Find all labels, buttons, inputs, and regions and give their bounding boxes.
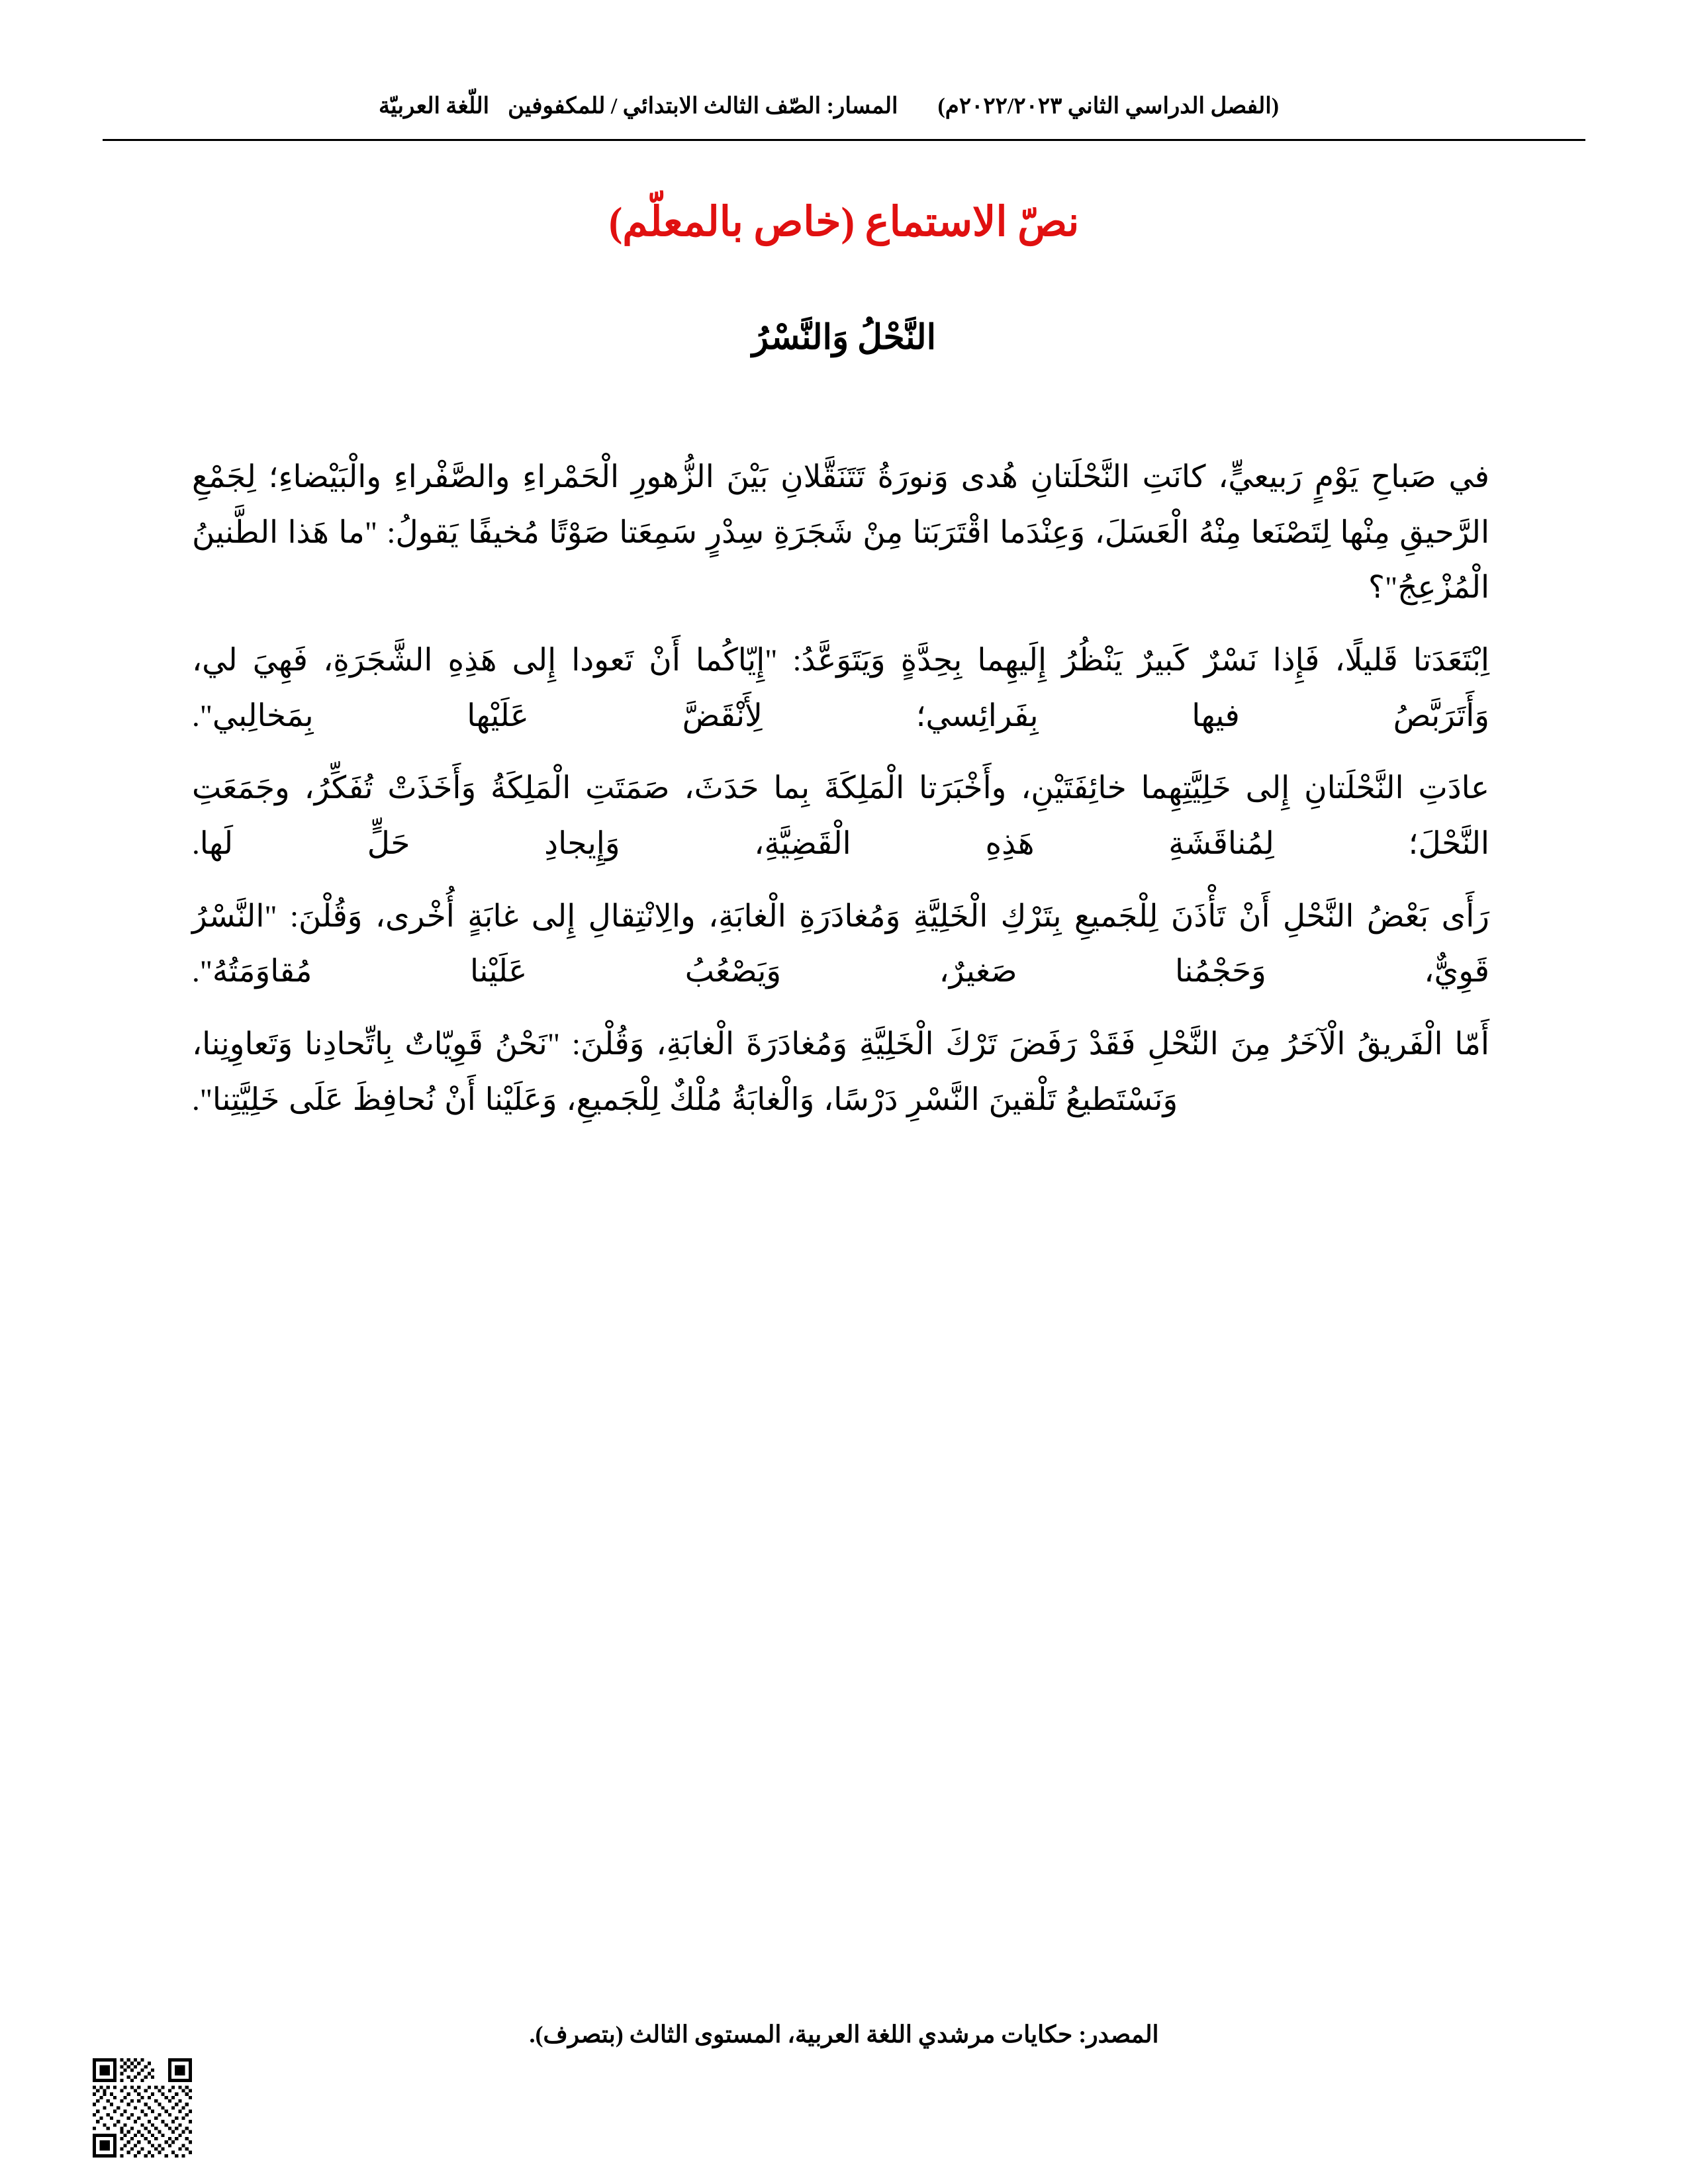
source-note: المصدر: حكايات مرشدي اللغة العربية، المستوى الثالث (بتصرف). bbox=[529, 2021, 1159, 2048]
paragraph: في صَباحِ يَوْمٍ رَبيعيٍّ، كانَتِ النَّحْلَتانِ هُدى وَنورَةُ تَتَنَقَّلانِ بَيْنَ الزُّهورِ الْحَمْراءِ والصَّفْراءِ والْبَيْضاءِ؛ لِجَمْعِ الرَّحيقِ مِنْها لِتَصْنَعا مِنْهُ الْعَسَلَ، وَعِنْدَما اقْتَرَبَتا مِنْ شَجَرَةِ سِدْرٍ سَمِعَتا صَوْتًا مُخيفًا يَقولُ: "ما هَذا الطَّنينُ الْمُزْعِجُ"؟ bbox=[192, 460, 1489, 606]
paragraph: اِبْتَعَدَتا قَليلًا، فَإِذا نَسْرٌ كَبيرٌ يَنْظُرُ إِلَيهِما بِحِدَّةٍ وَيَتَوَعَّدُ: "إِيّاكُما أَنْ تَعودا إِلى هَذِهِ الشَّجَرَةِ، فَهِيَ لي، وَأَتَرَبَّصُ فيها بِفَرائِسي؛ لِأَنْقَضَّ عَلَيْها بِمَخالِبي". bbox=[192, 643, 1489, 733]
body-text bbox=[192, 450, 1489, 1145]
header-divider bbox=[103, 139, 1585, 141]
header-line bbox=[103, 93, 1585, 119]
paragraph: أَمّا الْفَريقُ الْآخَرُ مِنَ النَّحْلِ فَقَدْ رَفَضَ تَرْكَ الْخَلِيَّةِ وَمُغادَرَةَ الْغابَةِ، وَقُلْنَ: "نَحْنُ قَوِيّاتٌ بِاتِّحادِنا وَتَعاوِنِنا، وَنَسْتَطيعُ تَلْقينَ النَّسْرِ دَرْسًا، وَالْغابَةُ مُلْكٌ لِلْجَميعِ، وَعَلَيْنا أَنْ نُحافِظَ عَلَى خَلِيَّتِنا". bbox=[192, 1026, 1489, 1117]
page-title: نصّ الاستماع (خاص بالمعلّم) bbox=[608, 200, 1080, 245]
header-term: (الفصل الدراسي الثاني ٢٠٢٢/٢٠٢٣م) bbox=[937, 94, 1280, 118]
page-header bbox=[103, 93, 1585, 139]
paragraph: رَأَى بَعْضُ النَّحْلِ أَنْ تَأْذَنَ لِلْجَميعِ بِتَرْكِ الْخَلِيَّةِ وَمُغادَرَةِ الْغابَةِ، والِانْتِقالِ إِلى غابَةٍ أُخْرى، وَقُلْنَ: "النَّسْرُ قَوِيٌّ، وَحَجْمُنا صَغيرٌ، وَيَصْعُبُ عَلَيْنا مُقاوَمَتُهُ". bbox=[192, 899, 1489, 989]
header-track: المسار: الصّف الثالث الابتدائي / للمكفوفين bbox=[508, 94, 898, 118]
qr-code-icon bbox=[93, 2058, 192, 2158]
paragraph: عادَتِ النَّحْلَتانِ إِلى خَلِيَّتِهِما خائِفَتَيْنِ، وأَخْبَرَتا الْمَلِكَةَ بِما حَدَثَ، صَمَتَتِ الْمَلِكَةُ وَأَخَذَتْ تُفَكِّرُ، وجَمَعَتِ النَّحْلَ؛ لِمُناقَشَةِ هَذِهِ الْقَضِيَّةِ، وَإِيجادِ حَلٍّ لَها. bbox=[192, 771, 1489, 861]
lesson-subtitle: النَّحْلُ وَالنَّسْرُ bbox=[751, 319, 937, 357]
header-subject: اللّغة العربيّة bbox=[378, 94, 490, 118]
